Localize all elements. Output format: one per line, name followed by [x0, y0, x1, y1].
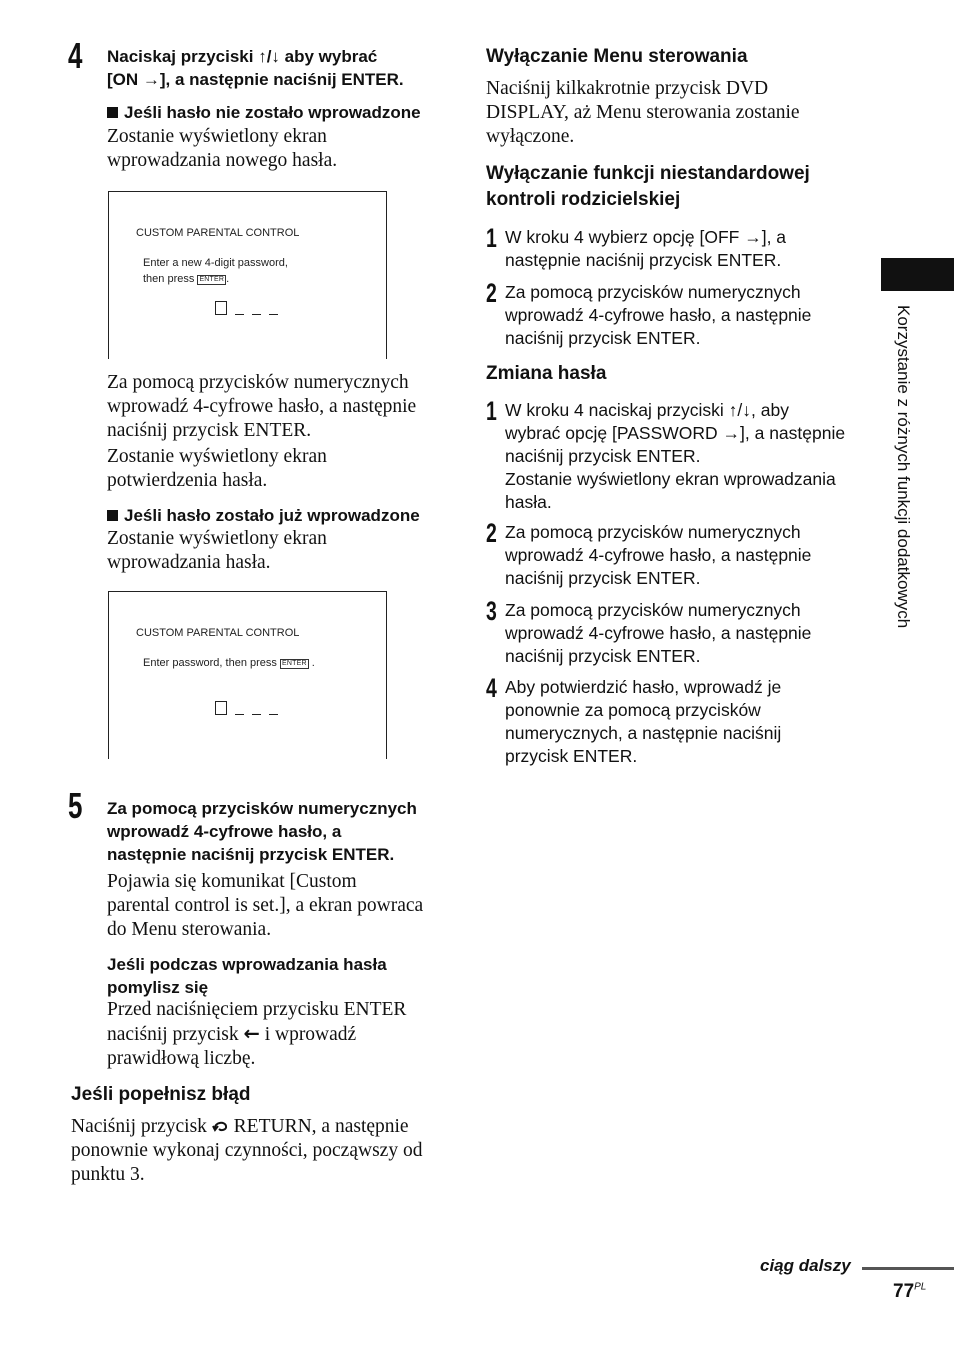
screen-title: CUSTOM PARENTAL CONTROL: [136, 227, 300, 239]
page-number-suffix: PL: [914, 1281, 927, 1293]
enter-key-icon: ENTER: [281, 660, 307, 667]
return-icon: [212, 1118, 229, 1133]
body-text: [71, 1115, 451, 1187]
note-heading: Jeśli podczas wprowadzania hasła pomylisz się: [107, 955, 387, 997]
step-number: 5: [68, 785, 83, 826]
section-heading: Wyłączanie Menu sterowania: [486, 46, 748, 67]
subsection-heading: [107, 101, 421, 124]
body-line-text: RETURN, a następnie: [228, 1116, 409, 1137]
step-text: Aby potwierdzić hasło, wprowadź je ponownie za pomocą przycisków numerycznych, a następnie naciśnij przycisk ENTER.: [505, 677, 782, 766]
password-digit-box: [215, 701, 227, 715]
page-number: [893, 1281, 926, 1303]
password-digit-dash: [252, 714, 261, 715]
step-heading: Naciskaj przyciski ↑/↓ aby wybrać [ON →], a następnie naciśnij ENTER.: [107, 47, 404, 89]
screen-prompt-line2: [143, 271, 229, 287]
screen-prompt-line1: Enter a new 4-digit password,: [143, 257, 288, 269]
tv-screen-enter-password: [108, 591, 387, 759]
back-arrow-icon: ←: [243, 1022, 260, 1045]
body-text: Zostanie wyświetlony ekran wprowadzania hasła.: [107, 528, 327, 573]
section-heading: Zmiana hasła: [486, 363, 607, 384]
step-number: 2: [486, 518, 497, 548]
body-text: Zostanie wyświetlony ekran wprowadzania nowego hasła.: [107, 126, 338, 171]
note-body: [107, 998, 467, 1071]
password-digit-box: [215, 301, 227, 315]
step-number: 1: [486, 223, 497, 253]
step-text: Za pomocą przycisków numerycznych wprowadź 4-cyfrowe hasło, a następnie naciśnij przycisk ENTER.: [505, 600, 812, 666]
subsection-heading-text: Jeśli hasło zostało już wprowadzone: [124, 506, 420, 525]
step-number: 4: [486, 673, 497, 703]
screen-prompt-line1: [143, 655, 315, 671]
password-digit-dash: [269, 314, 278, 315]
continued-rule: [862, 1267, 954, 1270]
section-tab-marker: [881, 258, 954, 291]
step-text: W kroku 4 wybierz opcję [OFF →], a następnie naciśnij przycisk ENTER.: [505, 227, 787, 270]
step-text: W kroku 4 naciskaj przyciski ↑/↓, aby wybrać opcję [PASSWORD →], a następnie naciśnij przycisk ENTER. Zostanie wyświetlony ekran wprowadzania hasła.: [505, 400, 846, 512]
section-heading: Wyłączanie funkcji niestandardowej kontroli rodzicielskiej: [486, 163, 810, 210]
step-text: Za pomocą przycisków numerycznych wprowadź 4-cyfrowe hasło, a następnie naciśnij przycisk ENTER.: [505, 282, 812, 348]
body-text: Pojawia się komunikat [Custom parental control is set.], a ekran powraca do Menu sterowania.: [107, 871, 424, 940]
section-tab-label: Korzystanie z różnych funkcji dodatkowych: [894, 305, 913, 629]
continued-label: ciąg dalszy: [760, 1256, 851, 1275]
body-text: Zostanie wyświetlony ekran potwierdzenia hasła.: [107, 446, 327, 491]
screen-prompt-period: .: [311, 657, 315, 669]
subsection-heading: [107, 504, 420, 527]
section-heading: Jeśli popełnisz błąd: [71, 1084, 251, 1105]
body-text: Za pomocą przycisków numerycznych wprowadź 4-cyfrowe hasło, a następnie naciśnij przycisk ENTER.: [107, 372, 417, 441]
note-text: naciśnij przycisk: [107, 1024, 244, 1045]
note-line: Przed naciśnięciem przycisku ENTER: [107, 999, 407, 1020]
password-digit-dash: [235, 714, 244, 715]
step-number: 4: [68, 35, 83, 76]
page-number-value: 77: [893, 1281, 915, 1302]
password-digit-dash: [235, 314, 244, 315]
step-heading: Za pomocą przycisków numerycznych wprowadź 4-cyfrowe hasło, a następnie naciśnij przycisk ENTER.: [107, 799, 417, 864]
subsection-heading-text: Jeśli hasło nie zostało wprowadzone: [124, 103, 421, 122]
body-line: ponownie wykonaj czynności, począwszy od punktu 3.: [71, 1140, 423, 1185]
note-text: i wprowadź: [259, 1024, 357, 1045]
body-text: Naciśnij kilkakrotnie przycisk DVD DISPLAY, aż Menu sterowania zostanie wyłączone.: [486, 78, 800, 147]
body-line: [71, 1115, 451, 1139]
step-number: 2: [486, 278, 497, 308]
tv-screen-new-password: [108, 191, 387, 359]
enter-key-icon: ENTER: [199, 276, 225, 283]
password-digit-dash: [252, 314, 261, 315]
screen-prompt-text: Enter password, then press: [143, 657, 277, 669]
step-number: 1: [486, 396, 497, 426]
step-text: Za pomocą przycisków numerycznych wprowadź 4-cyfrowe hasło, a następnie naciśnij przycisk ENTER.: [505, 522, 812, 588]
password-digit-dash: [269, 714, 278, 715]
body-line-text: Naciśnij przycisk: [71, 1116, 212, 1137]
screen-prompt-text: then press: [143, 273, 195, 285]
note-line: prawidłową liczbę.: [107, 1048, 256, 1069]
screen-title: CUSTOM PARENTAL CONTROL: [136, 627, 300, 639]
square-bullet-icon: [107, 107, 118, 118]
note-line: [107, 1022, 467, 1047]
square-bullet-icon: [107, 510, 118, 521]
step-number: 3: [486, 596, 497, 626]
screen-prompt-period: .: [226, 273, 230, 285]
